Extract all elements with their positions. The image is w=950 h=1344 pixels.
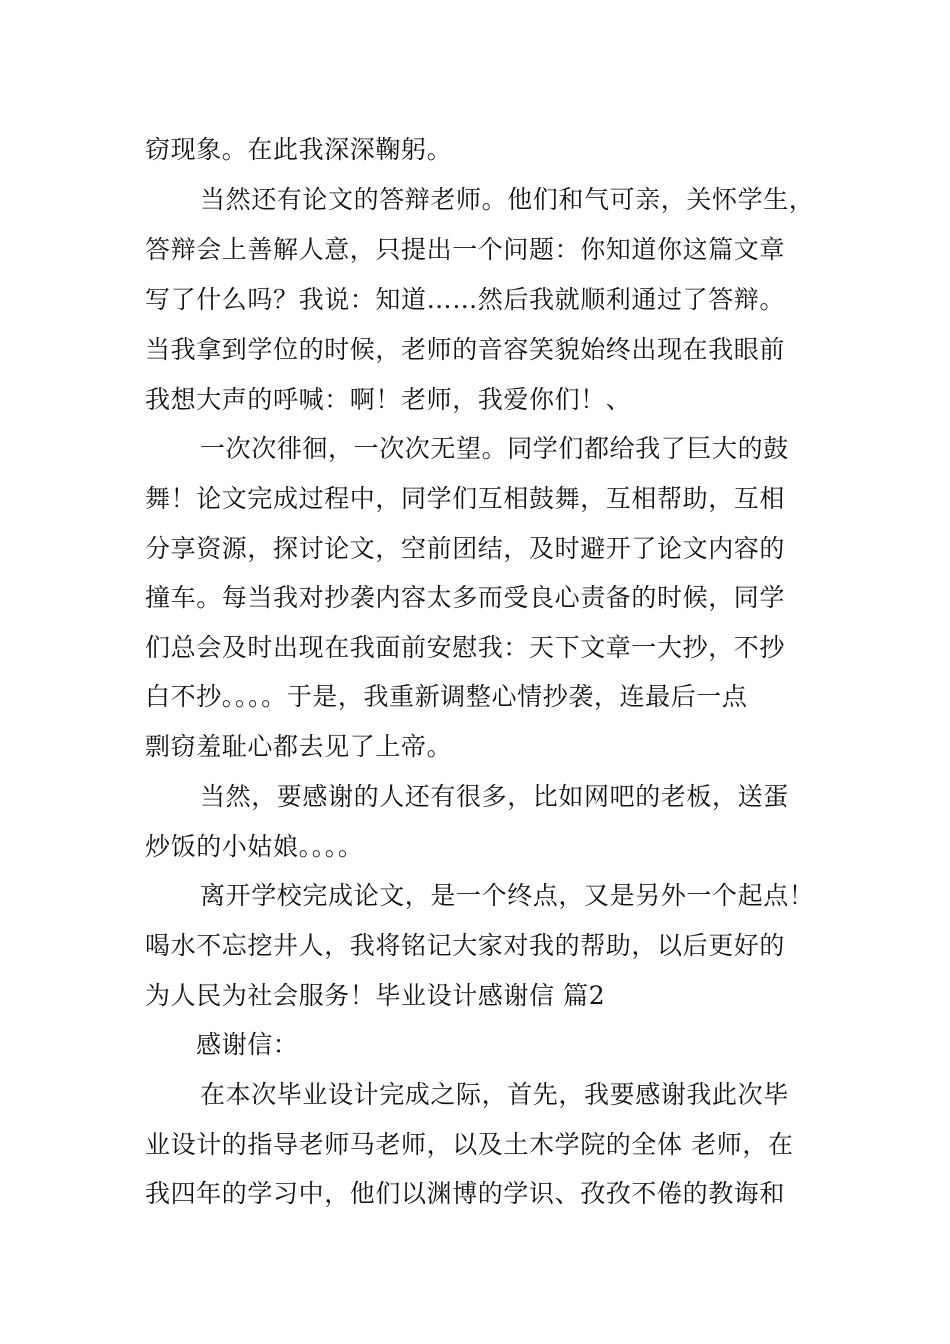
text-line: 我四年的学习中，他们以渊博的学识、孜孜不倦的教诲和 <box>145 1179 786 1208</box>
text-line: 一次次徘徊，一次次无望。同学们都给我了巨大的鼓 <box>200 434 789 463</box>
text-line: 为人民为社会服务！毕业设计感谢信 篇2 <box>145 981 606 1010</box>
text-line: 炒饭的小姑娘。。。。 <box>145 832 364 861</box>
text-line: 在本次毕业设计完成之际，首先，我要感谢我此次毕 <box>200 1080 789 1109</box>
text-line: 当然还有论文的答辩老师。他们和气可亲，关怀学生， <box>200 185 815 214</box>
text-line: 离开学校完成论文，是一个终点，又是另外一个起点！ <box>200 881 815 910</box>
text-line: 感谢信： <box>196 1030 299 1059</box>
text-line: 分享资源，探讨论文，空前团结，及时避开了论文内容的 <box>145 534 786 563</box>
text-line: 答辩会上善解人意，只提出一个问题：你知道你这篇文章 <box>145 235 786 264</box>
text-line: 白不抄。。。。于是，我重新调整心情抄袭，连最后一点 <box>145 682 748 711</box>
text-line: 剽窃羞耻心都去见了上帝。 <box>145 732 453 761</box>
text-line: 喝水不忘挖井人，我将铭记大家对我的帮助，以后更好的 <box>145 931 786 960</box>
text-line: 窃现象。在此我深深鞠躬。 <box>145 135 453 164</box>
text-line: 当我拿到学位的时候，老师的音容笑貌始终出现在我眼前 <box>145 335 786 364</box>
text-line: 我想大声的呼喊：啊！老师，我爱你们！、 <box>145 385 632 414</box>
text-line: 撞车。每当我对抄袭内容太多而受良心责备的时候，同学 <box>145 583 786 612</box>
text-line: 业设计的指导老师马老师，以及土木学院的全体 老师，在 <box>145 1130 794 1159</box>
text-line: 当然，要感谢的人还有很多，比如网吧的老板，送蛋 <box>200 782 789 811</box>
text-line: 们总会及时出现在我面前安慰我：天下文章一大抄，不抄 <box>145 633 786 662</box>
text-line: 舞！论文完成过程中，同学们互相鼓舞，互相帮助，互相 <box>145 484 786 513</box>
text-line: 写了什么吗？我说：知道……然后我就顺利通过了答辩。 <box>145 285 786 314</box>
